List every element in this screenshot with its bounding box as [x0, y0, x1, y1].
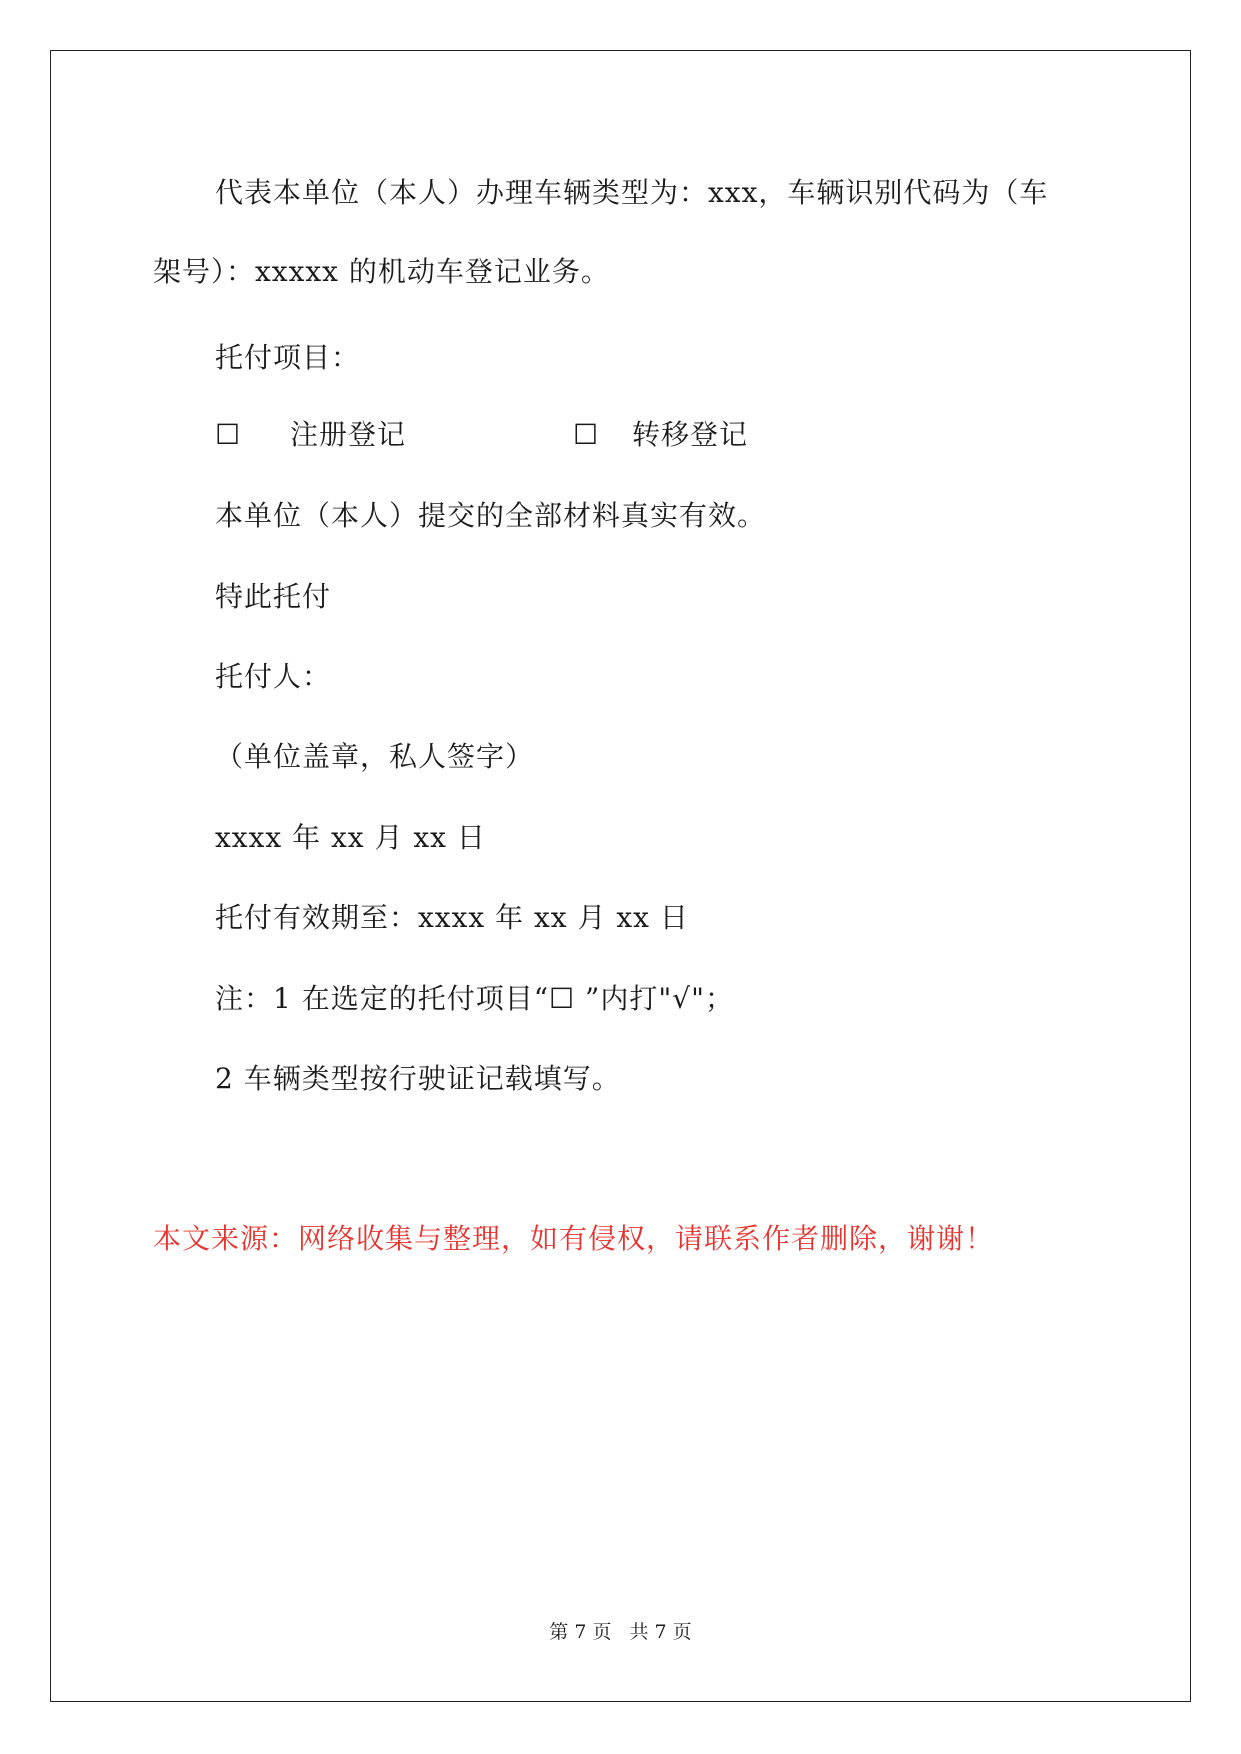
principal-label: 托付人：: [215, 660, 332, 693]
statement-line: 本单位（本人）提交的全部材料真实有效。: [215, 499, 767, 532]
note-line-1: 注：1 在选定的托付项目“☐ ”内打"√"；: [215, 982, 734, 1015]
page-total: 共 7 页: [629, 1621, 692, 1643]
items-heading: 托付项目：: [215, 341, 361, 374]
page-border: [50, 50, 1191, 1702]
date-line: xxxx 年 xx 月 xx 日: [215, 821, 486, 854]
note-line-2: 2 车辆类型按行驶证记载填写。: [215, 1062, 621, 1095]
seal-note: （单位盖章，私人签字）: [215, 740, 535, 773]
valid-until-line: 托付有效期至：xxxx 年 xx 月 xx 日: [215, 901, 689, 934]
option-label-register: 注册登记: [290, 418, 407, 451]
page-footer: [0, 1620, 1241, 1644]
entrust-line: 特此托付: [215, 580, 332, 613]
body-line-2: 架号）：xxxxx 的机动车登记业务。: [153, 255, 610, 288]
checkbox-register[interactable]: ☐: [215, 418, 241, 451]
checkbox-transfer[interactable]: ☐: [573, 418, 599, 451]
source-notice: 本文来源：网络收集与整理，如有侵权，请联系作者删除，谢谢！: [153, 1222, 995, 1255]
option-label-transfer: 转移登记: [632, 418, 749, 451]
body-line-1: 代表本单位（本人）办理车辆类型为：xxx，车辆识别代码为（车: [215, 176, 1049, 209]
page-number: 第 7 页: [549, 1621, 612, 1643]
